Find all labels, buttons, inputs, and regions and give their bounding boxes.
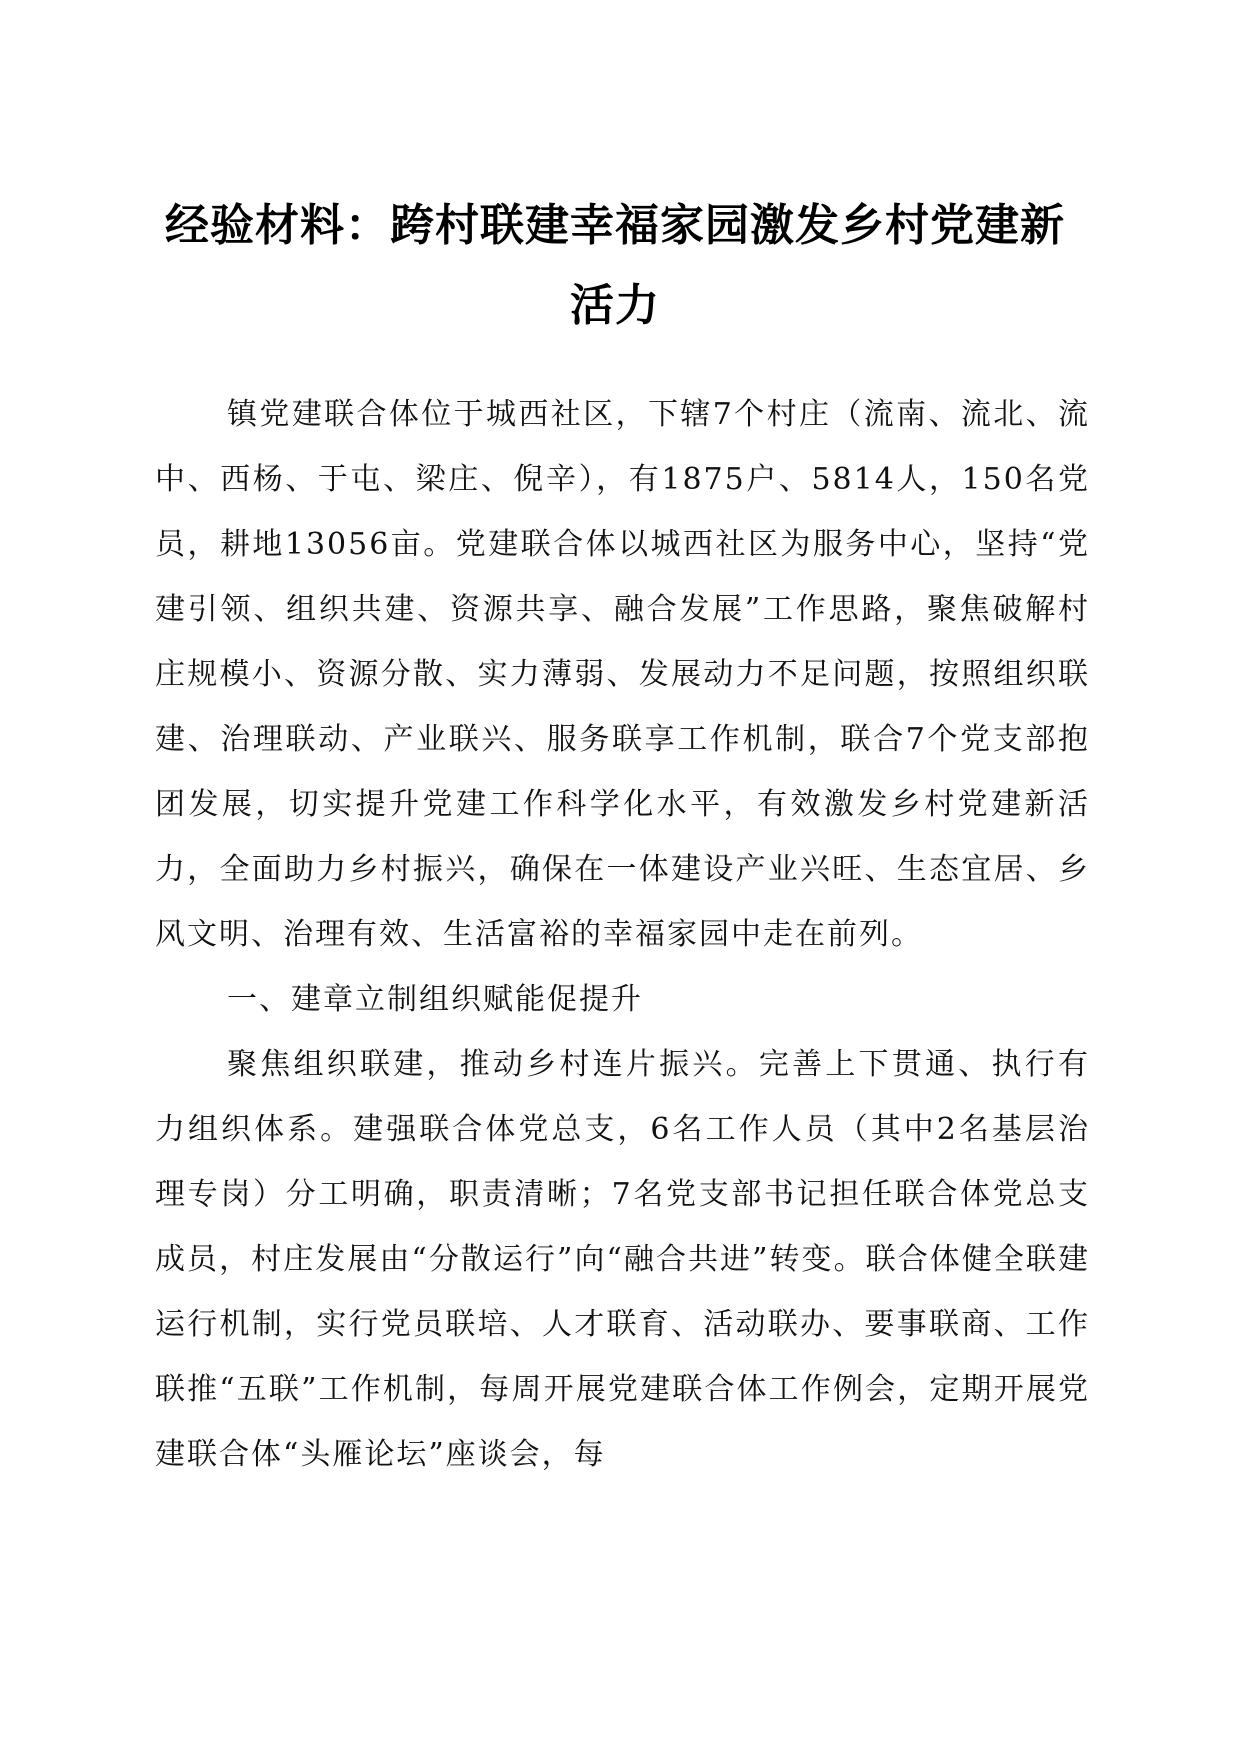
section-heading: 一、建章立制组织赋能促提升 [227,982,643,1017]
document-body [155,382,1090,1487]
section-paragraph: 聚焦组织联建，推动乡村连片振兴。完善上下贯通、执行有力组织体系。建强联合体党总支，6名工作人员（其中2名基层治理专岗）分工明确，职责清晰；7名党支部书记担任联合体党总支成员，村庄发展由“分散运行”向“融合共进”转变。联合体健全联建运行机制，实行党员联培、人才联育、活动联办、要事联商、工作联推“五联”工作机制，每周开展党建联合体工作例会，定期开展党建联合体“头雁论坛”座谈会，每 [155,1047,1090,1472]
intro-paragraph: 镇党建联合体位于城西社区，下辖7个村庄（流南、流北、流中、西杨、于屯、梁庄、倪辛），有1875户、5814人，150名党员，耕地13056亩。党建联合体以城西社区为服务中心，坚持“党建引领、组织共建、资源共享、融合发展”工作思路，聚焦破解村庄规模小、资源分散、实力薄弱、发展动力不足问题，按照组织联建、治理联动、产业联兴、服务联享工作机制，联合7个党支部抱团发展，切实提升党建工作科学化水平，有效激发乡村党建新活力，全面助力乡村振兴，确保在一体建设产业兴旺、生态宜居、乡风文明、治理有效、生活富裕的幸福家园中走在前列。 [155,397,1090,952]
document-title: 经验材料：跨村联建幸福家园激发乡村党建新活力 [165,200,1065,331]
